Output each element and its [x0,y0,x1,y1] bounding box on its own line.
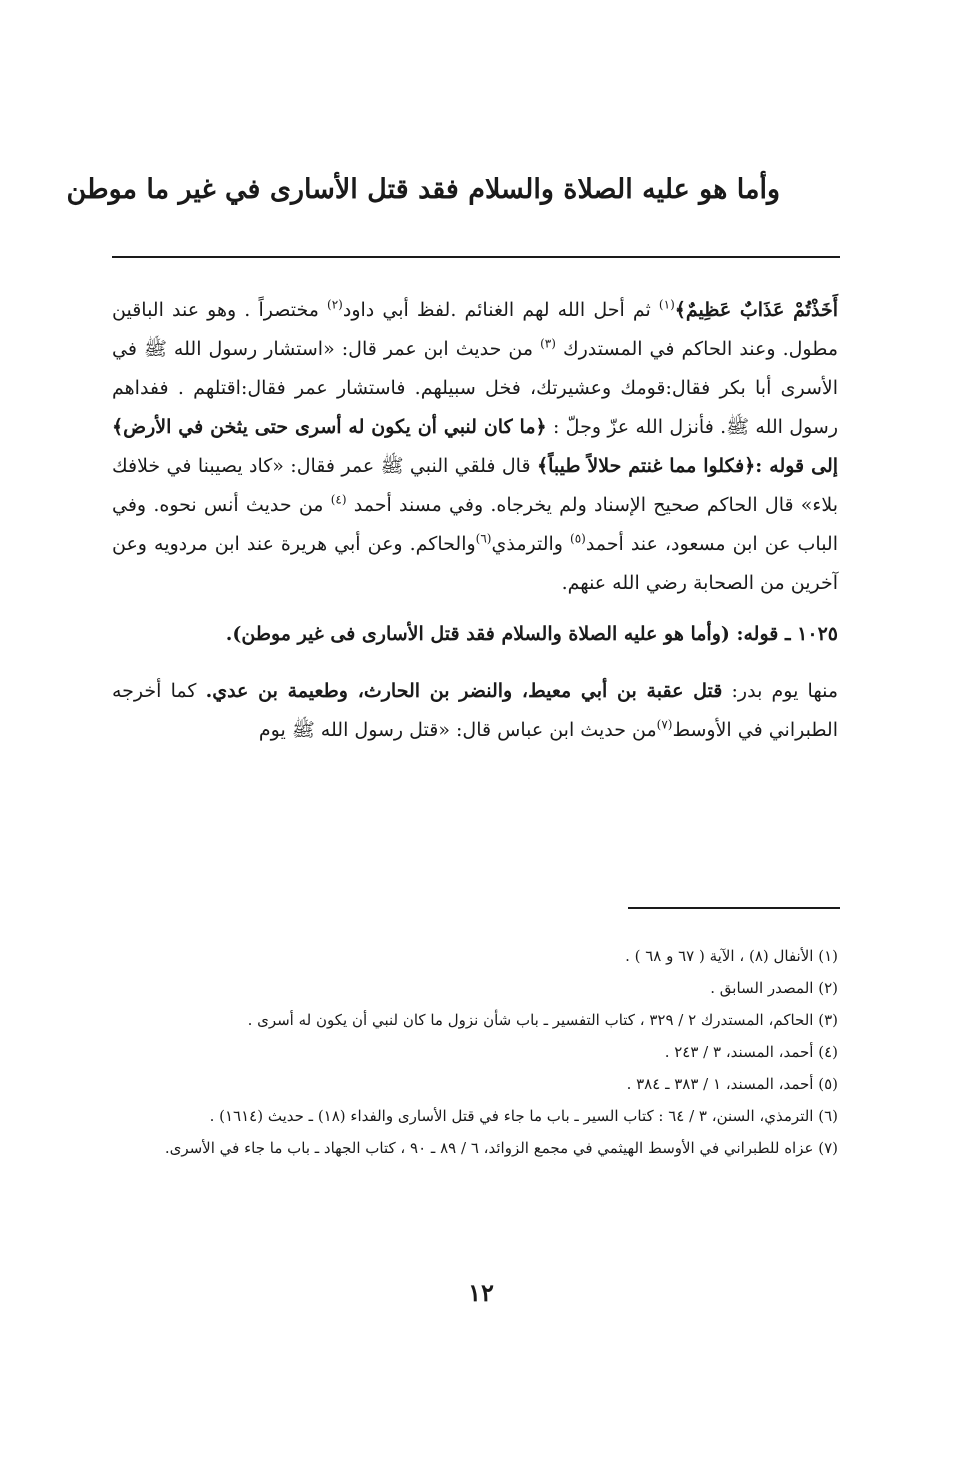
footnote-ref-3[interactable]: (٣) [540,336,556,351]
footnote-3: (٣) الحاكم، المستدرك ٢ / ٣٢٩ ، كتاب التفسير ـ باب شأن نزول ما كان لنبي أن يكون له أسرى . [247,1011,838,1029]
footnote-5: (٥) أحمد، المسند، ١ / ٣٨٣ ـ ٣٨٤ . [626,1075,838,1093]
paragraph-hadith-commentary [112,291,838,603]
footnote-ref-6[interactable]: (٦) [475,531,492,546]
footnote-7: (٧) عزاه للطبراني في الأوسط الهيثمي في مجمع الزوائد، ٦ / ٨٩ ـ ٩٠ ، كتاب الجهاد ـ باب ما جاء في الأسرى. [164,1139,838,1157]
text-segment: من حديث أنس نحوه. وفي الباب عن ابن مسعود، عند أحمد [112,494,838,555]
footnote-ref-1[interactable]: (١) [658,297,675,312]
section-heading: ١٠٢٥ ـ قوله: (وأما هو عليه الصلاة والسلام فقد قتل الأسارى فى غير موطن). [225,623,838,645]
footnote-ref-2[interactable]: (٢) [327,297,343,312]
text-segment: ثم أحل الله لهم الغنائم .لفظ أبي داود [342,299,659,321]
text-segment: كما أخرجه الطبراني في الأوسط [112,680,838,741]
text-segment: والحاكم. وعن أبي هريرة عند ابن مردويه وعن آخرين من الصحابة رضي الله عنهم. [112,533,838,594]
footnote-6: (٦) الترمذي، السنن، ٣ / ٦٤ : كتاب السير ـ باب ما جاء في قتل الأسارى والفداء (١٨) ـ حديث (١٦١٤) . [209,1107,838,1125]
text-segment: والترمذي [491,533,570,555]
running-head: وأما هو عليه الصلاة والسلام فقد قتل الأسارى في غير ما موطن [66,174,780,205]
text-segment: قال فلقي النبي ﷺ عمر فقال: «كاد يصيبنا في خلافك بلاء» قال الحاكم صحيح الإسناد ولم يخرجاه. وفي مسند أحمد [112,455,838,516]
footnote-2: (٢) المصدر السابق . [710,979,838,997]
footnotes [112,940,838,1164]
footnote-divider [628,907,840,909]
footnote-ref-7[interactable]: (٧) [656,717,673,732]
header-divider [112,256,840,258]
footnote-4: (٤) أحمد، المسند، ٣ / ٢٤٣ . [664,1043,838,1061]
page-number: ١٢ [468,1278,494,1307]
footnote-1: (١) الأنفال (٨) ، الآية ( ٦٧ و ٦٨ ) . [625,947,838,965]
text-segment: من حديث ابن عمر قال: «استشار رسول الله ﷺ في الأسرى أبا بكر فقال:قومك وعشيرتك، فخل سبيلهم. فاستشار عمر فقال:اقتلهم . ففداهم رسول الله ﷺ. فأنزل الله عزّ وجلّ : [112,338,838,438]
quran-quote: أَخَذْتُمْ عَذَابٌ عَظِيمٌ﴾ [674,299,838,321]
text-segment: من حديث ابن عباس قال: «قتل رسول الله ﷺ يوم [258,719,657,741]
emphasized-text: قتل عقبة بن أبي معيط، والنضر بن الحارث، وطعيمة بن عدي. [205,680,723,702]
main-text [112,291,838,750]
footnote-ref-5[interactable]: (٥) [570,531,586,546]
footnote-ref-4[interactable]: (٤) [330,492,347,507]
quran-quote: ﴿ما كان لنبي أن يكون له أسرى حتى يثخن في الأرض﴾ إلى قوله :﴿فكلوا مما غنتم حلالاً طيباً﴾ [112,416,839,477]
text-segment: مختصراً . وهو عند الباقين مطول. وعند الحاكم في المستدرك [112,299,838,360]
text-segment: منها يوم بدر: [722,680,839,702]
paragraph-badr [112,672,838,750]
